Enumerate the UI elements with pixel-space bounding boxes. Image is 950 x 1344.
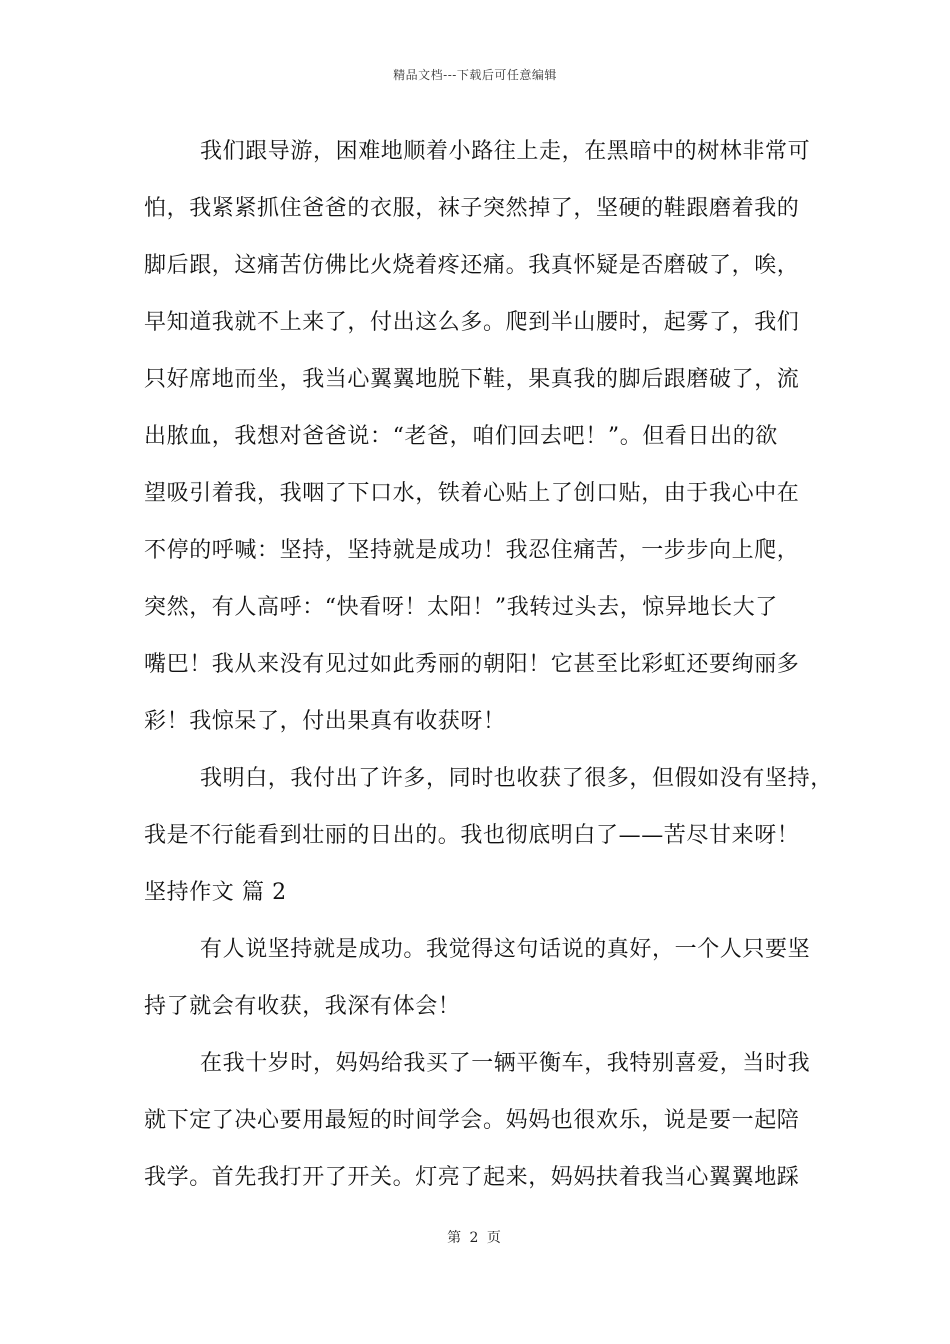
text-line: 我是不行能看到壮丽的日出的。我也彻底明白了——苦尽甘来呀！ (144, 823, 800, 848)
text-line: 不停的呼喊：坚持，坚持就是成功！我忍住痛苦，一步步向上爬， (144, 538, 800, 563)
text-line: 早知道我就不上来了，付出这么多。爬到半山腰时，起雾了，我们 (144, 310, 800, 335)
document-body (144, 132, 833, 1215)
text-line: 就下定了决心要用最短的时间学会。妈妈也很欢乐，说是要一起陪 (144, 1108, 800, 1133)
text-line: 彩！我惊呆了，付出果真有收获呀！ (144, 709, 506, 734)
text-line: 出脓血，我想对爸爸说：“老爸，咱们回去吧！”。但看日出的欲 (144, 424, 778, 449)
section-heading: 坚持作文 篇 2 (144, 880, 287, 905)
page-header: 精品文档---下载后可任意编辑 (393, 68, 557, 82)
text-line: 脚后跟，这痛苦仿佛比火烧着疼还痛。我真怀疑是否磨破了，唉， (144, 253, 800, 278)
text-line: 突然，有人高呼：“快看呀！太阳！”我转过头去，惊异地长大了 (144, 595, 778, 620)
text-line: 我学。首先我打开了开关。灯亮了起来，妈妈扶着我当心翼翼地踩 (144, 1165, 800, 1190)
text-line: 持了就会有收获，我深有体会！ (144, 994, 461, 1019)
page-number: 第 2 页 (447, 1230, 503, 1246)
text-line: 嘴巴！我从来没有见过如此秀丽的朝阳！它甚至比彩虹还要绚丽多 (144, 652, 800, 677)
text-line: 有人说坚持就是成功。我觉得这句话说的真好，一个人只要坚 (200, 937, 811, 962)
text-line: 怕，我紧紧抓住爸爸的衣服，袜子突然掉了，坚硬的鞋跟磨着我的 (144, 196, 800, 221)
text-line: 望吸引着我，我咽了下口水，铁着心贴上了创口贴，由于我心中在 (144, 481, 800, 506)
text-line: 只好席地而坐，我当心翼翼地脱下鞋，果真我的脚后跟磨破了，流 (144, 367, 800, 392)
text-line: 我们跟导游，困难地顺着小路往上走，在黑暗中的树林非常可 (200, 139, 811, 164)
text-line: 我明白，我付出了许多，同时也收获了很多，但假如没有坚持， (200, 766, 833, 791)
text-line: 在我十岁时，妈妈给我买了一辆平衡车，我特别喜爱，当时我 (200, 1051, 811, 1076)
